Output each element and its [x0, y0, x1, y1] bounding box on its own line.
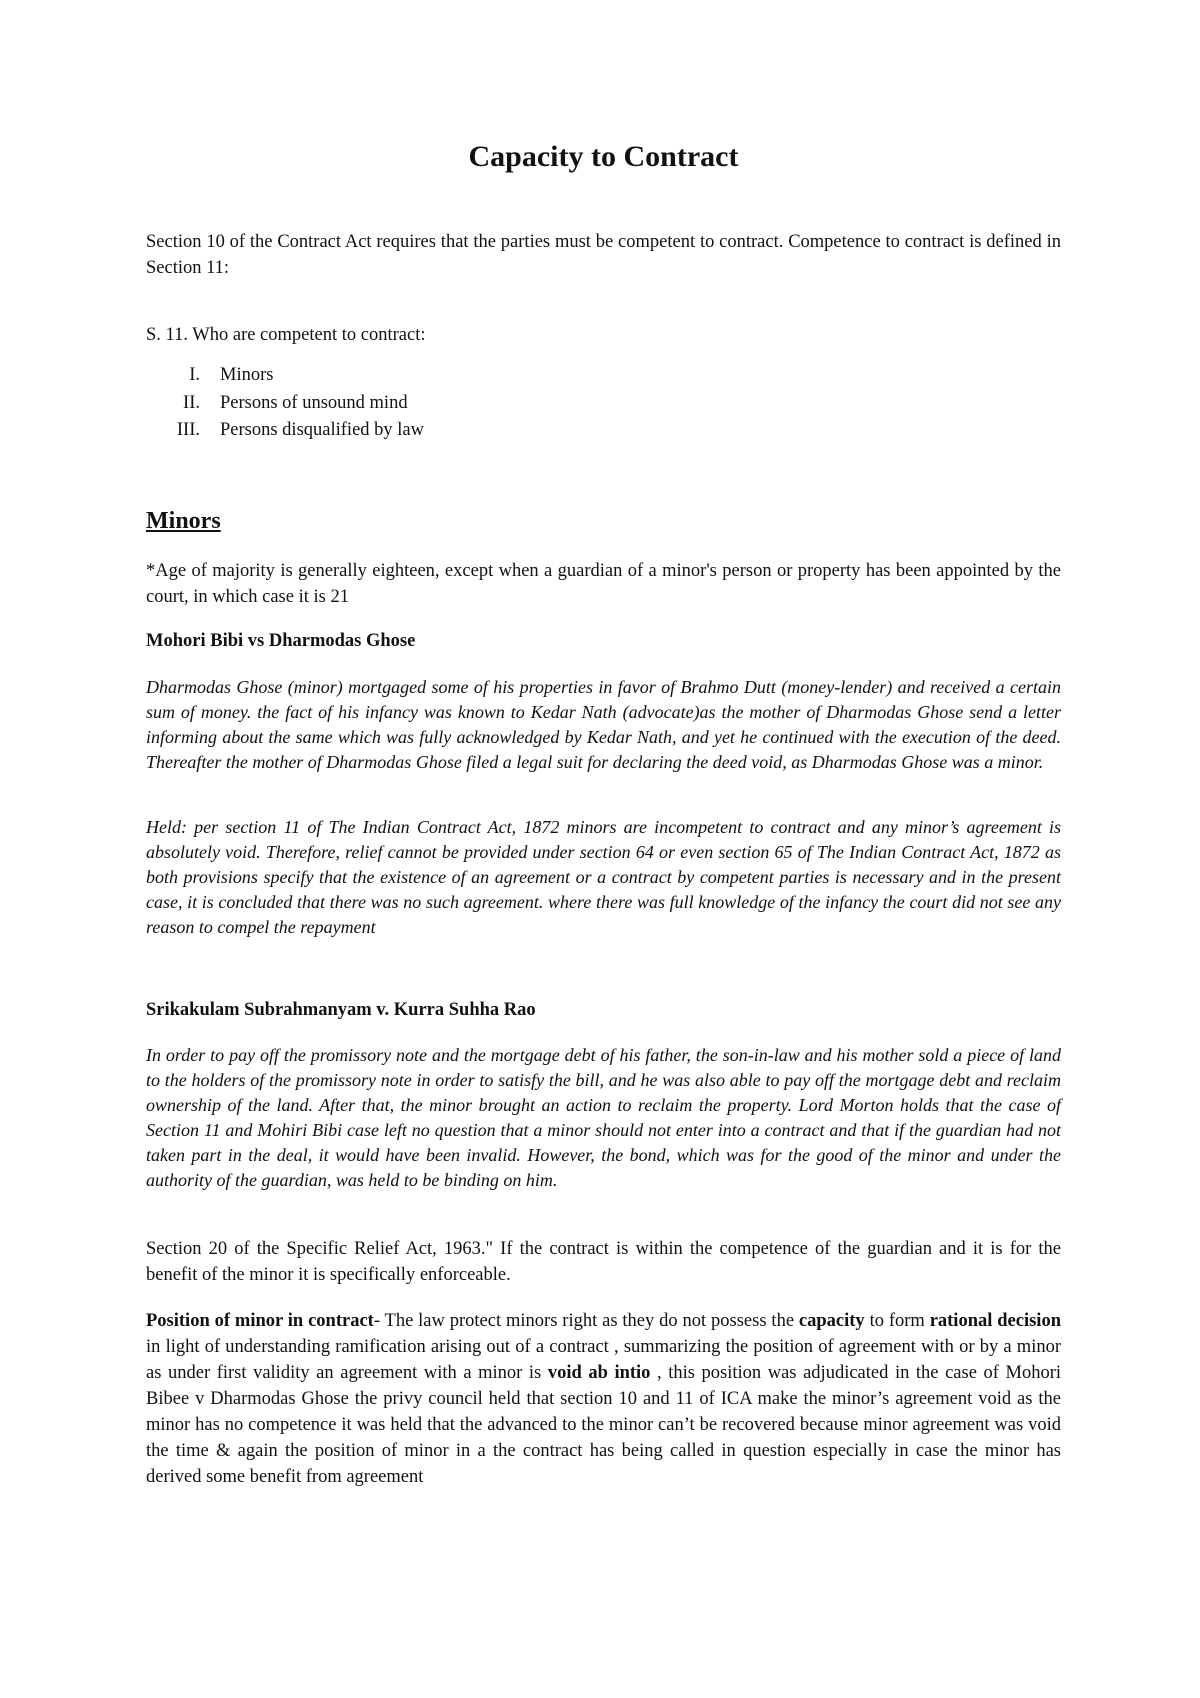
- minors-heading: Minors: [146, 508, 221, 534]
- position-bold-capacity: capacity: [798, 1311, 865, 1331]
- section-20-paragraph: Section 20 of the Specific Relief Act, 1963." If the contract is within the competence of the guardian and it is for the benefit of the minor it is specifically enforceable.: [146, 1239, 1061, 1285]
- position-bold-void-ab-intio: void ab intio: [547, 1363, 651, 1383]
- position-of-minor-paragraph: [146, 1308, 1061, 1490]
- list-number: III.: [176, 420, 200, 440]
- intro-paragraph: Section 10 of the Contract Act requires that the parties must be competent to contract. Competence to contract is defined in Section 11:: [146, 232, 1061, 278]
- list-number: II.: [183, 392, 200, 413]
- position-label: Position of minor in contract: [146, 1311, 374, 1331]
- list-item: [146, 362, 1061, 390]
- position-text-1: - The law protect minors right as they do not possess the: [373, 1311, 799, 1331]
- position-text-4: , this position was adjudicated in the case of Mohori Bibee v Dharmodas Ghose the privy council held that section 10 and 11 of ICA make the minor’s agreement void as the minor has no competence it was held that the advanced to the minor can’t be recovered because minor agreement was void the time & again the position of minor in a the contract has being called in question especially in case the minor has derived some benefit from agreement: [146, 1363, 1062, 1487]
- list-number: I.: [189, 365, 200, 385]
- age-of-majority-note: *Age of majority is generally eighteen, except when a guardian of a minor's person or property has been appointed by the court, in which case it is 21: [146, 561, 1061, 607]
- list-item: [146, 390, 1061, 418]
- position-bold-rational-decision: rational decision: [929, 1311, 1061, 1331]
- case-title-srikakulam: Srikakulam Subrahmanyam v. Kurra Suhha Rao: [146, 1000, 536, 1020]
- list-item: [146, 417, 1061, 445]
- document-title: Capacity to Contract: [468, 140, 739, 173]
- position-text-2: to form: [864, 1311, 930, 1331]
- list-text: Persons disqualified by law: [220, 420, 424, 440]
- case-facts-mohori-bibi: Dharmodas Ghose (minor) mortgaged some of his properties in favor of Brahmo Dutt (money-lender) and received a certain sum of money. the fact of his infancy was known to Kedar Nath (advocate)as the mother of Dharmodas Ghose send a letter informing about the same which was fully acknowledged by Kedar Nath, and yet he continued with the execution of the deed. Thereafter the mother of Dharmodas Ghose filed a legal suit for declaring the deed void, as Dharmodas Ghose was a minor.: [146, 677, 1061, 772]
- position-text-3: in light of understanding ramification arising out of a contract , summarizing the position of agreement with or by a minor as under first validity an agreement with a minor is: [146, 1337, 1061, 1383]
- case-title-mohori-bibi: Mohori Bibi vs Dharmodas Ghose: [146, 631, 416, 651]
- list-text: Minors: [220, 365, 274, 385]
- case-facts-srikakulam: In order to pay off the promissory note and the mortgage debt of his father, the son-in-law and his mother sold a piece of land to the holders of the promissory note in order to satisfy the bill, and he was also able to pay off the mortgage debt and reclaim ownership of the land. After that, the minor brought an action to reclaim the property. Lord Morton holds that the case of Section 11 and Mohiri Bibi case left no question that a minor should not enter into a contract and that if the guardian had not taken part in the deal, it would have been invalid. However, the bond, which was for the good of the minor and under the authority of the guardian, was held to be binding on him.: [146, 1045, 1061, 1190]
- competence-list: [146, 362, 1061, 445]
- section-11-heading: S. 11. Who are competent to contract:: [146, 325, 426, 345]
- list-text: Persons of unsound mind: [220, 392, 408, 413]
- case-held-mohori-bibi: Held: per section 11 of The Indian Contract Act, 1872 minors are incompetent to contract and any minor’s agreement is absolutely void. Therefore, relief cannot be provided under section 64 or even section 65 of The Indian Contract Act, 1872 as both provisions specify that the existence of an agreement or a contract by competent parties is necessary and in the present case, it is concluded that there was no such agreement. where there was full knowledge of the infancy the court did not see any reason to compel the repayment: [146, 817, 1061, 937]
